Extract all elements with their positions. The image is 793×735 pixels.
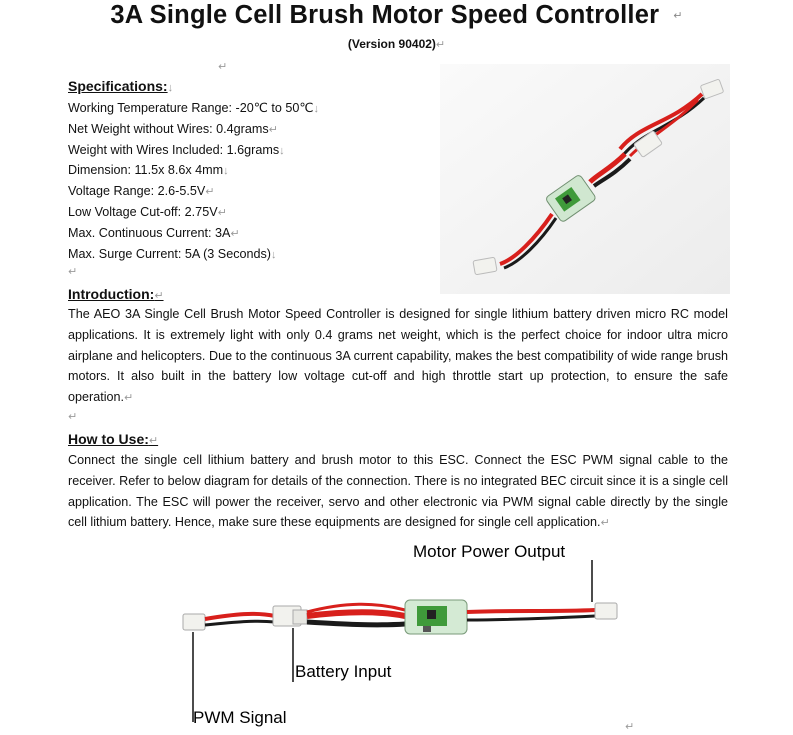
connection-diagram-illustration — [165, 540, 627, 730]
battery-input-label: Battery Input — [295, 662, 392, 681]
specifications-heading — [68, 77, 173, 97]
introduction-paragraph — [68, 304, 728, 409]
paragraph-mark: ↵ — [625, 721, 635, 733]
title-text: 3A Single Cell Brush Motor Speed Controller — [110, 1, 660, 29]
spec-item-text: Working Temperature Range: -20℃ to 50℃ — [68, 101, 314, 115]
esc-photo-illustration — [440, 64, 730, 294]
paragraph-mark: ↵ — [217, 206, 227, 219]
motor-power-output-label: Motor Power Output — [413, 542, 566, 561]
introduction-heading — [68, 285, 164, 305]
spec-item — [68, 160, 319, 181]
paragraph-mark: ↵ — [230, 227, 240, 240]
version-line — [0, 36, 793, 53]
spec-item-text: Voltage Range: 2.6-5.5V — [68, 184, 206, 199]
paragraph-mark: ↵ — [205, 186, 215, 199]
connection-diagram — [165, 540, 627, 730]
spec-item-text: Max. Surge Current: 5A (3 Seconds) — [68, 246, 271, 261]
pwm-signal-label: PWM Signal — [193, 708, 287, 727]
spec-item — [68, 244, 319, 265]
spec-item-text: Dimension: 11.5x 8.6x 4mm — [68, 163, 224, 178]
version-text: (Version 90402) — [347, 37, 436, 51]
specifications-list — [68, 98, 319, 264]
spec-item — [68, 202, 319, 223]
arrow-mark: ↓ — [271, 248, 277, 261]
paragraph-mark: ↵ — [68, 411, 78, 423]
esc-product-photo — [440, 64, 730, 294]
how-to-use-heading-text: How to Use: — [68, 431, 149, 447]
paragraph-mark: ↵ — [435, 39, 446, 51]
paragraph-mark: ↵ — [68, 266, 78, 278]
spec-item — [68, 140, 319, 161]
how-to-use-heading — [68, 430, 158, 450]
paragraph-mark: ↵ — [268, 123, 278, 136]
arrow-mark: ↓ — [167, 82, 174, 94]
arrow-mark: ↓ — [313, 103, 320, 115]
spec-item-text: Net Weight without Wires: 0.4grams — [68, 121, 269, 136]
spec-item — [68, 181, 319, 202]
how-to-use-paragraph — [68, 450, 728, 534]
specifications-heading-text: Specifications: — [68, 78, 168, 94]
arrow-mark: ↓ — [279, 144, 285, 157]
spec-item — [68, 223, 319, 244]
introduction-heading-text: Introduction: — [68, 286, 155, 302]
spec-item-text: Low Voltage Cut-off: 2.75V — [68, 204, 218, 219]
spec-item-text: Max. Continuous Current: 3A — [68, 225, 231, 240]
spec-item-text: Weight with Wires Included: 1.6grams — [68, 142, 280, 157]
page-title — [0, 0, 793, 31]
how-to-use-text: Connect the single cell lithium battery and brush motor to this ESC. Connect the ESC PWM signal cable to the receiver. Refer to below diagram for details of the connection. There is no integrated BEC circuit since it is a single cell application. The ESC will power the receiver, servo and other electronic via PWM signal cable directly by the single cell lithium battery. Hence, make sure these equipments are designed for single cell application. — [68, 453, 728, 530]
paragraph-mark: ↵ — [673, 10, 683, 23]
paragraph-mark: ↵ — [148, 435, 159, 447]
paragraph-mark: ↵ — [218, 61, 228, 73]
paragraph-mark: ↵ — [154, 290, 164, 302]
paragraph-mark: ↵ — [124, 392, 134, 405]
introduction-text: The AEO 3A Single Cell Brush Motor Speed Controller is designed for single lithium battery driven micro RC model applications. It is extremely light with only 0.4 grams net weight, which is the perfect choice for indoor ultra micro airplane and helicopters. Due to the continuous 3A current capability, makes the best compatibility of wide range brush motors. It also built in the battery low voltage cut-off and high throttle start up protection, to ensure the safe operation. — [68, 307, 728, 405]
spec-item — [68, 98, 319, 119]
paragraph-mark: ↵ — [600, 517, 610, 530]
arrow-mark: ↓ — [223, 165, 229, 178]
spec-item — [68, 119, 319, 140]
